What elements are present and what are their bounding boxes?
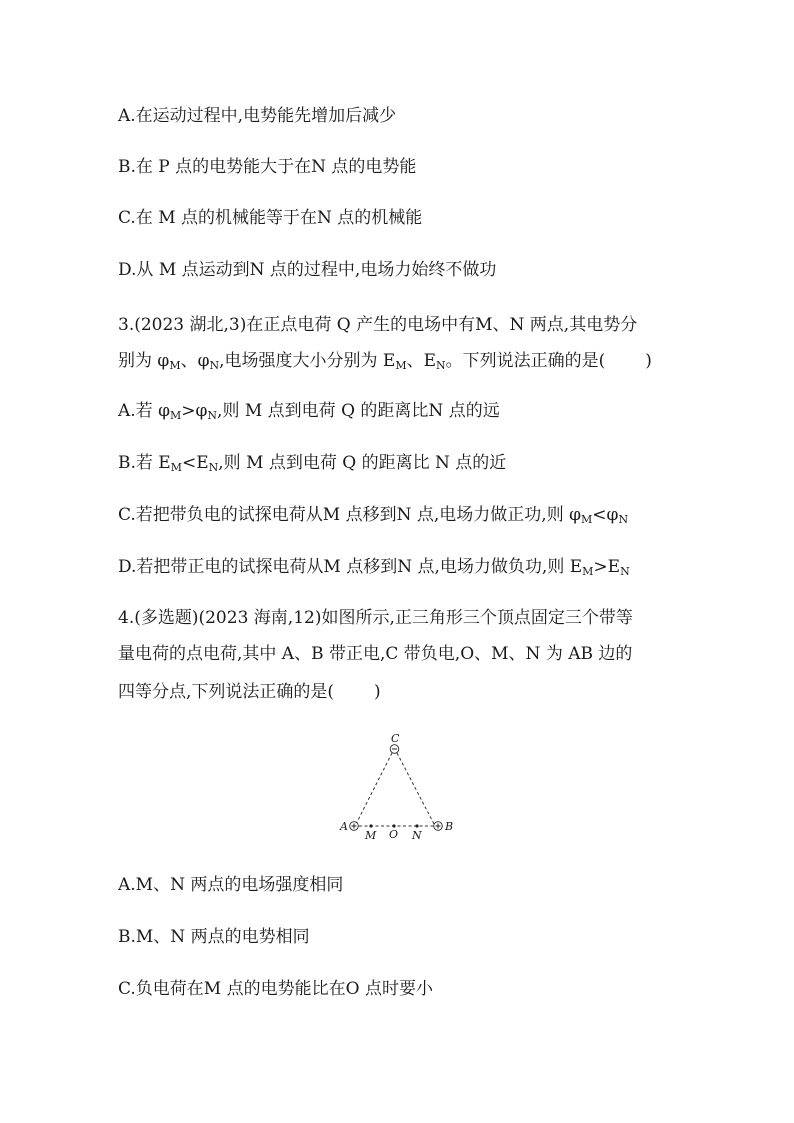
q3-stem-line1: 3.(2023 湖北,3)在正点电荷 Q 产生的电场中有M、N 两点,其电势分	[118, 315, 638, 335]
label-c: C	[391, 732, 400, 745]
edge-cb	[397, 753, 434, 824]
q4-option-c: C.负电荷在M 点的电势能比在O 点时要小	[118, 979, 433, 999]
q4-option-a: A.M、N 两点的电场强度相同	[118, 875, 344, 895]
q3-stem-line2: 别为 $\varphi_M$、$\varphi_N$,电场强度大小分别为 $E_M$、$E_N$。下列说法正确的是( )	[118, 351, 652, 372]
q4-stem-line1: 4.(多选题)(2023 海南,12)如图所示,正三角形三个顶点固定三个带等	[118, 608, 633, 628]
q4-option-b: B.M、N 两点的电势相同	[118, 927, 310, 947]
q3-option-d: D.若把带正电的试探电荷从M 点移到N 点,电场力做负功,则 $E_M>E_N$	[118, 557, 630, 578]
q3-option-b: B.若 $E_M<E_N$,则 M 点到电荷 Q 的距离比 N 点的近	[118, 453, 507, 474]
q2-option-d: D.从 M 点运动到N 点的过程中,电场力始终不做功	[118, 260, 497, 280]
label-n: N	[412, 829, 422, 842]
q3-option-c: C.若把带负电的试探电荷从M 点移到N 点,电场力做正功,则 $\varphi_M<\varphi_N$	[118, 505, 629, 526]
q4-stem-line2: 量电荷的点电荷,其中 A、B 带正电,C 带负电,O、M、N 为 AB 边的	[118, 644, 633, 664]
point-n	[415, 824, 418, 827]
q2-option-b: B.在 P 点的电势能大于在N 点的电势能	[118, 157, 417, 177]
edge-ca	[356, 753, 392, 824]
label-m: M	[365, 829, 377, 842]
triangle-charge-diagram	[336, 730, 460, 846]
q4-stem-line3: 四等分点,下列说法正确的是( )	[118, 682, 381, 702]
label-o: O	[389, 828, 399, 841]
q2-option-c: C.在 M 点的机械能等于在N 点的机械能	[118, 208, 423, 228]
point-m	[369, 824, 372, 827]
label-a: A	[340, 820, 348, 833]
q3-option-a: A.若 $\varphi_M>\varphi_N$,则 M 点到电荷 Q 的距离比N 点的远	[118, 401, 500, 422]
q2-option-a: A.在运动过程中,电势能先增加后减少	[118, 106, 397, 126]
label-b: B	[445, 820, 454, 833]
